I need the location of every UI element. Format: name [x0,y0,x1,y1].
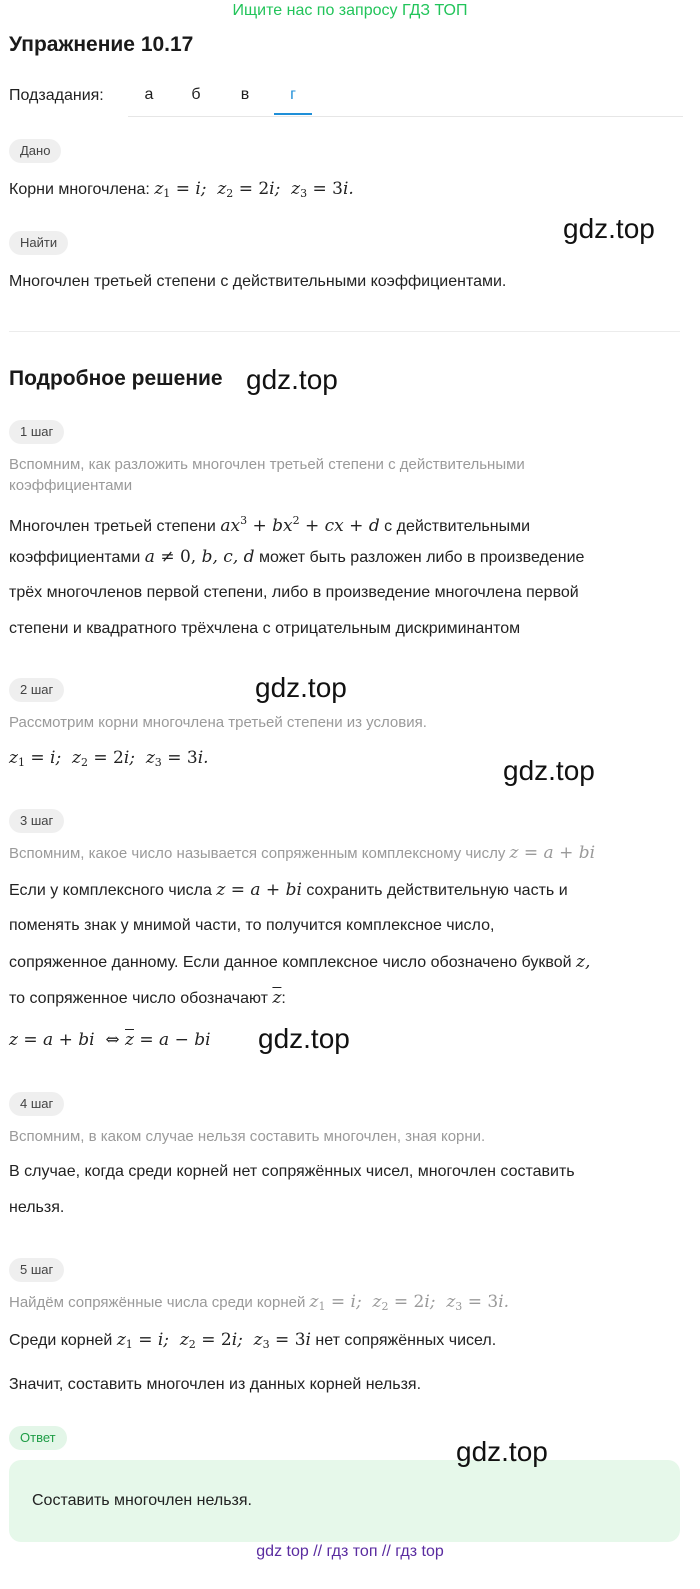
step-1-hint: Вспомним, как разложить многочлен третьей степени с действительными коэффициентами [9,456,525,494]
solution-heading: Подробное решение [9,367,223,390]
watermark: gdz.top [456,1436,548,1467]
page-title: Упражнение 10.17 [9,33,194,56]
step-1-line-3: трёх многочленов первой степени, либо в произведение многочлена первой [9,584,579,601]
answer-text: Составить многочлен нельзя. [32,1492,252,1509]
step-5-line-1: Среди корней $z_1 = i$; $z_2 = 2i$; $z_3 = 3i$ нет сопряжённых чисел. [9,1330,497,1351]
step-5-line-2: Значит, составить многочлен из данных корней нельзя. [9,1376,422,1393]
given-badge: Дано [9,139,61,163]
top-banner: Ищите нас по запросу ГДЗ ТОП [232,2,468,19]
tab-a[interactable]: а [144,86,154,103]
step-4-line-1: В случае, когда среди корней нет сопряжённых чисел, многочлен составить [9,1163,575,1180]
step-3-hint: Вспомним, какое число называется сопряженным комплексному числу z = a + bi [9,843,596,863]
watermark: gdz.top [563,213,655,244]
step-1-line-4: степени и квадратного трёхчлена с отрицательным дискриминантом [9,620,521,637]
given-text: Корни многочлена: $z_1 = i$; $z_2 = 2i$; $z_3 = 3i$. [9,179,354,200]
answer-box [9,1460,680,1542]
watermark: gdz.top [255,672,347,703]
answer-badge: Ответ [9,1426,67,1450]
tab-g[interactable]: г [274,78,312,115]
conjugate-formula: z = a + bi ⇔ $\overline{z} = a$ − bi [9,1030,211,1050]
step-4-hint: Вспомним, в каком случае нельзя составить многочлен, зная корни. [9,1128,486,1145]
step-3-line-3: сопряженное данному. Если данное комплексное число обозначено буквой z, [9,952,591,972]
find-text: Многочлен третьей степени с действительными коэффициентами. [9,273,507,290]
step-4-badge: 4 шаг [9,1092,64,1116]
step-2-badge: 2 шаг [9,678,64,702]
watermark: gdz.top [246,364,338,395]
subtask-tabs [128,78,683,117]
step-2-hint: Рассмотрим корни многочлена третьей степени из условия. [9,714,427,731]
given-roots-formula: $z_1 = i$; $z_2 = 2i$; $z_3 = 3i$. [154,179,354,200]
step-1-badge: 1 шаг [9,420,64,444]
step-5-badge: 5 шаг [9,1258,64,1282]
cubic-polynomial-formula: $ax^3 + bx^2$ + cx + d [220,514,380,536]
step-3-line-1: Если у комплексного числа z = a + bi сохранить действительную часть и [9,880,568,900]
tab-v[interactable]: в [240,86,250,103]
coefficients-formula: a ≠ 0, b, c, d [144,547,255,567]
step-2-roots-formula: $z_1 = i$; $z_2 = 2i$; $z_3 = 3i$. [9,748,209,769]
divider [9,331,680,332]
step-5-hint: Найдём сопряжённые числа среди корней $z_1 = i$; $z_2 = 2i$; $z_3 = 3i$. [9,1292,510,1313]
step-1-line-2: коэффициентами a ≠ 0, b, c, d может быть разложен либо в произведение [9,547,585,567]
step-3-badge: 3 шаг [9,809,64,833]
tab-b[interactable]: б [191,86,201,103]
step-1-line-1: Многочлен третьей степени $ax^3 + bx^2$ + cx + d с действительными [9,514,531,536]
footer-links[interactable]: gdz top // гдз топ // гдз top [256,1543,444,1560]
watermark: gdz.top [258,1023,350,1054]
step-3-line-4: то сопряженное число обозначают $\overline{z}$: [9,988,286,1008]
subtasks-label: Подзадания: [9,87,104,104]
step-3-line-2: поменять знак у мнимой части, то получится комплексное число, [9,917,495,934]
watermark: gdz.top [503,755,595,786]
find-badge: Найти [9,231,68,255]
step-4-line-2: нельзя. [9,1199,65,1216]
